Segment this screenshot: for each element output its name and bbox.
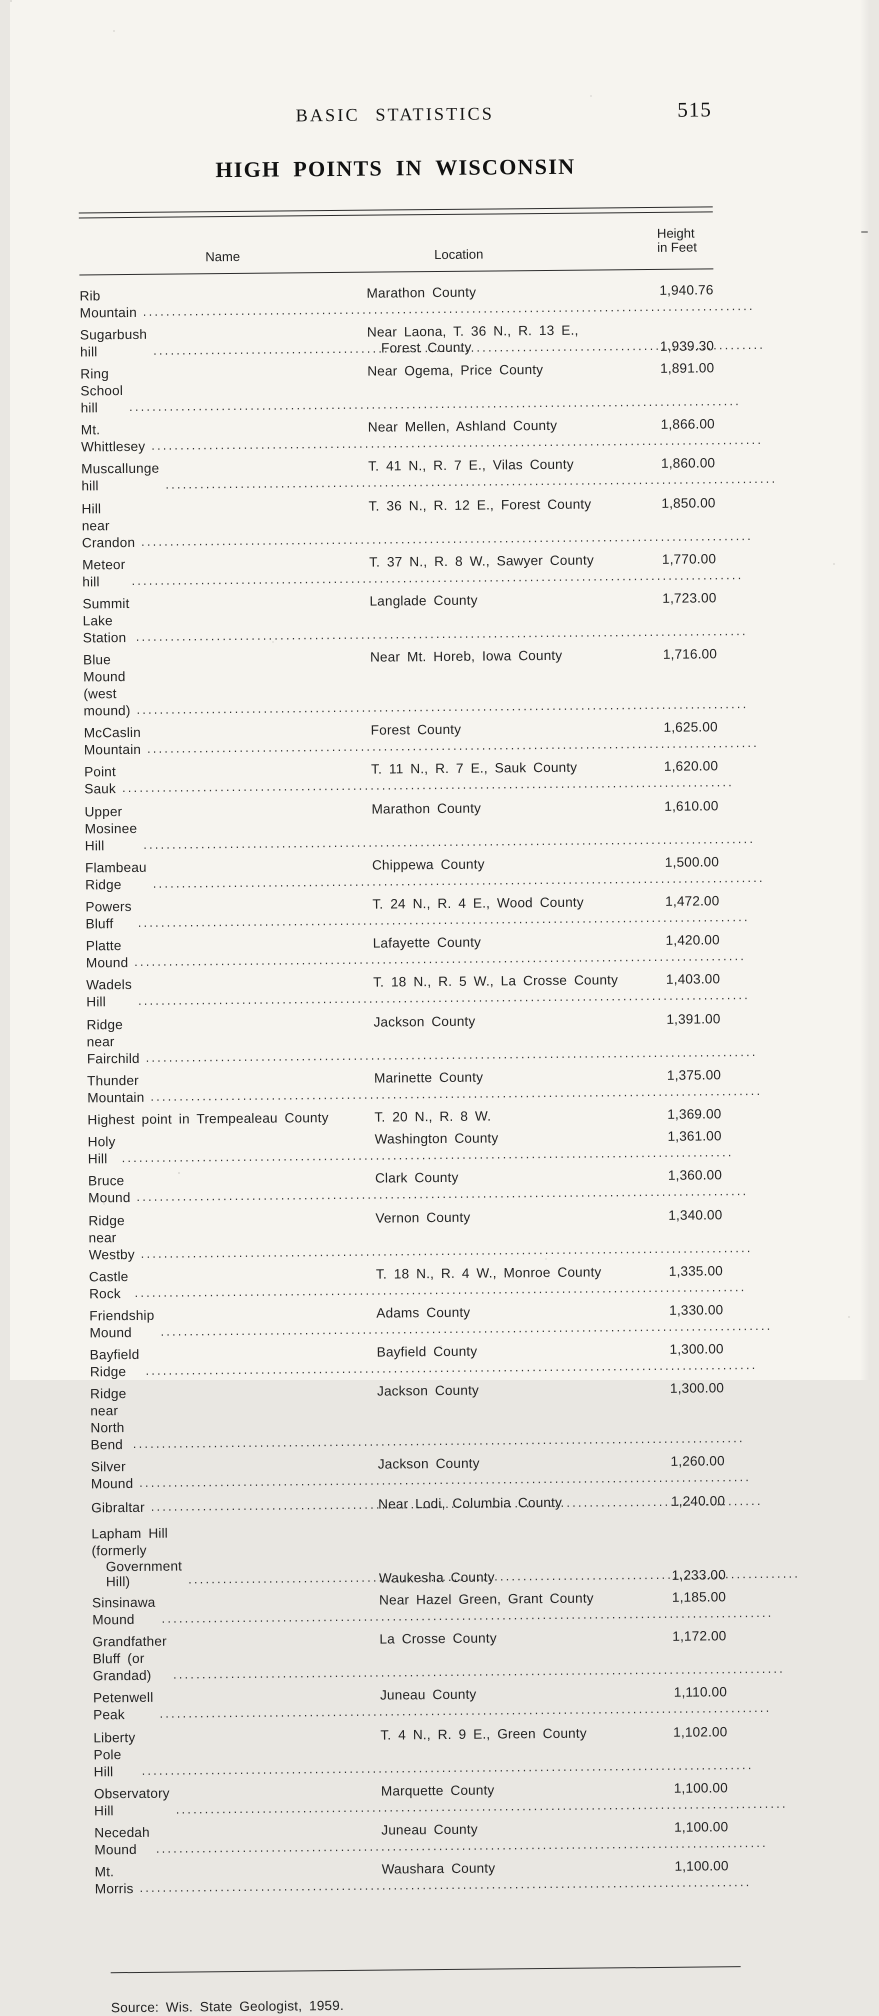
table-row — [80, 357, 715, 419]
cell-text-line: Sugarbush hill — [79, 326, 148, 360]
cell-text-line: Mt. Morris — [94, 1864, 134, 1897]
cell-text-line: Wadels Hill — [86, 977, 132, 1010]
height-cell: 1,391.00 — [666, 1010, 721, 1027]
cell-text-line: T. 24 N., R. 4 E., Wood County — [372, 894, 584, 912]
table-row — [88, 1125, 722, 1170]
high-point-name — [81, 421, 146, 456]
cell-text-line: Lapham Hill (formerly — [91, 1525, 169, 1559]
cell-text-line: Waukesha County — [378, 1569, 495, 1586]
table-row — [95, 1855, 729, 1900]
page-edge-shadow — [860, 0, 869, 1380]
location-cell — [371, 798, 646, 818]
high-point-name — [86, 1015, 139, 1067]
high-point-name — [91, 1524, 182, 1589]
cell-text-line: Bayfield Ridge — [89, 1347, 140, 1380]
location-cell — [375, 1128, 650, 1148]
high-point-name — [84, 764, 116, 798]
cell-text-line: T. 37 N., R. 8 W., Sawyer County — [369, 552, 594, 570]
height-cell: 1,500.00 — [664, 854, 720, 870]
location-cell — [374, 1106, 649, 1126]
name-cell — [82, 497, 369, 551]
height-cell: 1,360.00 — [667, 1167, 723, 1184]
cell-text-line: T. 4 N., R. 9 E., Green County — [380, 1725, 587, 1743]
dot-leader — [143, 830, 755, 854]
high-point-name — [84, 724, 141, 759]
high-point-name — [82, 556, 126, 590]
height-cell: 1,620.00 — [663, 758, 719, 775]
name-cell — [81, 419, 368, 456]
name-cell — [81, 458, 368, 495]
cell-text-line: Jackson County — [373, 1013, 476, 1030]
location-cell — [379, 1628, 654, 1648]
dot-leader — [173, 1660, 785, 1684]
table-row — [88, 1203, 723, 1265]
cell-text-line: Summit Lake Station — [82, 595, 130, 646]
margin-tick-mark — [861, 231, 868, 233]
cell-text-line: T. 18 N., R. 4 W., Monroe County — [375, 1264, 602, 1282]
high-point-name — [94, 1824, 150, 1859]
cell-text-line: Ridge near North Bend — [90, 1386, 127, 1453]
high-point-name — [90, 1385, 127, 1453]
cell-text-line: T. 36 N., R. 12 E., Forest County — [368, 496, 592, 514]
name-cell — [95, 1861, 382, 1898]
table-header-row — [79, 212, 714, 274]
high-point-name — [88, 1211, 134, 1262]
dot-leader — [141, 1239, 753, 1263]
location-cell — [374, 1067, 649, 1087]
high-point-name — [83, 651, 131, 719]
cell-text-line: Government Hill) — [105, 1558, 183, 1590]
table-row — [91, 1450, 725, 1495]
height-cell: 1,403.00 — [665, 971, 721, 988]
table-row — [81, 413, 715, 458]
name-cell — [89, 1265, 376, 1302]
column-header-height — [641, 226, 713, 255]
name-cell — [94, 1822, 381, 1859]
height-cell: 1,940.76 — [659, 281, 714, 298]
name-cell — [93, 1687, 380, 1724]
cell-text-line: Observatory Hill — [93, 1785, 170, 1819]
location-cell — [368, 416, 643, 436]
table-row — [91, 1489, 725, 1518]
name-cell — [91, 1495, 378, 1516]
location-cell — [369, 590, 644, 610]
location-cell — [379, 1567, 654, 1587]
table-row — [87, 1064, 721, 1109]
cell-text-line: Near Lodi, Columbia County — [378, 1494, 563, 1512]
height-cell: 1,891.00 — [660, 360, 715, 376]
name-cell — [90, 1383, 378, 1454]
scan-speckles — [10, 0, 12, 2]
name-cell — [85, 896, 372, 933]
table-row — [84, 794, 719, 856]
name-cell — [80, 323, 367, 360]
location-cell — [378, 1493, 653, 1513]
cell-text-line: T. 20 N., R. 8 W. — [374, 1108, 492, 1125]
cell-text-line: Marathon County — [366, 284, 477, 301]
cell-text-line: Highest point in Trempealeau County — [87, 1110, 329, 1128]
cell-text-line: Silver Mound — [90, 1459, 134, 1492]
table-row — [90, 1338, 724, 1383]
cell-text-line: Powers Bluff — [85, 899, 132, 932]
running-header: BASIC STATISTICS — [295, 103, 495, 126]
location-cell — [369, 551, 644, 571]
name-cell — [88, 1131, 375, 1168]
height-cell: 1,860.00 — [660, 455, 716, 472]
cell-text-line: Hill near Crandon — [81, 500, 136, 550]
height-cell: 1,300.00 — [669, 1341, 724, 1357]
name-cell — [89, 1305, 376, 1342]
name-cell — [92, 1631, 379, 1685]
height-cell: 1,610.00 — [664, 797, 719, 814]
dot-leader — [146, 1043, 758, 1067]
name-cell — [84, 722, 371, 759]
cell-text-line: Meteor hill — [82, 556, 126, 590]
height-cell: 1,100.00 — [674, 1819, 729, 1835]
high-point-name — [92, 1633, 167, 1685]
table-bottom-rule — [111, 1966, 741, 1973]
cell-text-line: Juneau County — [379, 1687, 477, 1704]
name-cell — [79, 284, 366, 321]
height-cell: 1,185.00 — [671, 1589, 727, 1605]
height-cell: 1,172.00 — [672, 1628, 727, 1645]
cell-text-line: Bruce Mound — [88, 1173, 131, 1206]
high-point-name — [92, 1594, 156, 1629]
dot-leader — [136, 695, 748, 719]
name-cell — [82, 553, 369, 590]
high-point-name — [93, 1729, 135, 1780]
page-tilt-wrapper — [4, 0, 879, 2016]
cell-text-line: Point Sauk — [84, 764, 117, 797]
cell-text-line: T. 18 N., R. 5 W., La Crosse County — [373, 972, 619, 991]
height-cell: 1,260.00 — [670, 1453, 725, 1470]
name-cell — [88, 1170, 375, 1207]
height-cell: 1,233.00 — [671, 1567, 726, 1583]
cell-text-line: Ridge near Fairchild — [86, 1016, 140, 1067]
cell-text-line: Blue Mound (west mound) — [83, 652, 131, 719]
dot-leader — [129, 392, 741, 416]
name-cell — [84, 761, 371, 798]
name-cell — [86, 935, 373, 972]
height-cell: 1,716.00 — [662, 646, 718, 662]
cell-text-line: McCaslin Mountain — [83, 725, 142, 758]
location-cell — [380, 1684, 655, 1704]
cell-text-line: Friendship Mound — [89, 1307, 155, 1341]
source-note: Source: Wis. State Geologist, 1959. — [110, 1997, 344, 2015]
name-cell — [80, 363, 367, 417]
cell-text-line: Vernon County — [375, 1209, 471, 1226]
name-cell — [83, 649, 371, 720]
location-cell — [377, 1341, 652, 1361]
cell-text-line: Bayfield County — [376, 1343, 478, 1360]
cell-text-line: Liberty Pole Hill — [93, 1729, 136, 1779]
height-cell: 1,723.00 — [662, 590, 717, 606]
location-cell — [368, 455, 643, 475]
cell-text-line: Necedah Mound — [94, 1824, 150, 1858]
high-point-name — [80, 326, 147, 361]
height-cell: 1,939.30 — [659, 338, 715, 354]
location-cell — [382, 1858, 657, 1878]
height-cell: 1,472.00 — [665, 893, 720, 909]
location-cell — [376, 1263, 651, 1283]
height-cell: 1,369.00 — [667, 1106, 722, 1122]
cell-text-line: Forest County — [370, 722, 462, 738]
cell-text-line: Jackson County — [377, 1456, 480, 1473]
cell-text-line: Gibraltar — [91, 1499, 145, 1516]
cell-text-line: Marathon County — [371, 800, 482, 817]
name-cell — [91, 1456, 378, 1493]
column-header-location: Location — [434, 246, 484, 263]
cell-text-line: Near Hazel Green, Grant County — [379, 1590, 594, 1608]
name-cell — [86, 974, 373, 1011]
cell-text-line: Muscallunge hill — [81, 461, 160, 494]
column-header-height-line2: in Feet — [657, 239, 697, 255]
height-cell: 1,240.00 — [670, 1492, 726, 1509]
cell-text-line: Holy Hill — [87, 1134, 116, 1167]
location-cell — [373, 932, 648, 952]
cell-text-line: Jackson County — [377, 1382, 480, 1399]
table-row — [79, 278, 713, 323]
high-point-name — [88, 1172, 131, 1206]
table-row — [94, 1776, 728, 1821]
high-point-name — [87, 1072, 144, 1107]
location-cell — [375, 1167, 650, 1187]
height-cell: 1,300.00 — [669, 1380, 725, 1397]
name-cell — [87, 1069, 374, 1106]
table-row — [89, 1259, 723, 1304]
table-body — [79, 278, 728, 1900]
location-cell — [369, 495, 644, 515]
high-point-name — [82, 595, 129, 646]
location-cell — [376, 1302, 651, 1322]
location-cell — [378, 1453, 653, 1473]
height-cell: 1,375.00 — [666, 1067, 722, 1083]
height-cell: 1,100.00 — [673, 1780, 729, 1796]
high-point-name — [90, 1346, 140, 1380]
table-row — [93, 1720, 728, 1782]
height-cell: 1,361.00 — [667, 1128, 722, 1144]
name-cell — [82, 593, 369, 647]
location-cell — [367, 360, 642, 380]
high-point-name — [89, 1268, 129, 1302]
table-row — [93, 1681, 727, 1726]
cell-text-line: Near Ogema, Price County — [367, 361, 544, 379]
cell-text-line: Near Mellen, Ashland County — [367, 418, 558, 435]
height-cell: 1,420.00 — [665, 932, 720, 949]
location-cell — [366, 282, 641, 302]
table-row — [90, 1377, 725, 1456]
name-cell — [93, 1726, 380, 1780]
cell-text-line: Grandfather Bluff (or Grandad) — [92, 1633, 167, 1684]
table-row — [88, 1164, 722, 1209]
location-cell — [377, 1380, 652, 1400]
name-cell — [88, 1209, 375, 1263]
page-content — [78, 97, 730, 2015]
page-number: 515 — [677, 97, 712, 122]
name-cell — [90, 1344, 377, 1381]
location-cell — [375, 1207, 650, 1227]
name-cell — [84, 800, 371, 854]
table-row — [81, 452, 715, 497]
location-cell — [373, 1011, 648, 1031]
location-cell — [380, 1724, 655, 1744]
cell-text-line: T. 41 N., R. 7 E., Vilas County — [368, 457, 574, 475]
height-cell: 1,340.00 — [668, 1206, 723, 1223]
table-row — [84, 716, 718, 761]
high-point-name — [91, 1499, 145, 1517]
table-row — [84, 755, 718, 800]
location-cell — [372, 854, 647, 874]
cell-text-line: Langlade County — [369, 592, 478, 609]
location-cell — [379, 1589, 654, 1609]
table-row — [92, 1586, 726, 1631]
cell-text-line: Thunder Mountain — [87, 1072, 145, 1106]
cell-text-line: Adams County — [376, 1304, 471, 1321]
name-cell — [86, 1013, 373, 1067]
cell-text-line: Flambeau Ridge — [85, 859, 147, 893]
cell-text-line: Chippewa County — [371, 856, 485, 873]
name-cell — [94, 1782, 381, 1819]
location-cell — [371, 719, 646, 739]
cell-text-line: Lafayette County — [372, 934, 482, 951]
cell-text-line: Forest County — [381, 339, 472, 356]
height-cell: 1,110.00 — [673, 1684, 728, 1701]
table-row — [82, 491, 717, 553]
height-cell: 1,102.00 — [673, 1723, 728, 1740]
high-point-name — [86, 976, 132, 1010]
cell-text-line: Petenwell Peak — [92, 1690, 154, 1723]
high-point-name — [82, 499, 136, 551]
cell-text-line: Sinsinawa Mound — [92, 1594, 156, 1628]
dot-leader — [136, 622, 748, 646]
high-point-name — [84, 803, 137, 855]
high-point-name — [95, 1863, 134, 1897]
location-cell — [372, 893, 647, 913]
height-cell: 1,625.00 — [663, 719, 718, 736]
height-cell: 1,100.00 — [674, 1858, 729, 1874]
cell-text-line: Marquette County — [380, 1782, 495, 1799]
dot-leader — [142, 1756, 754, 1780]
table-row — [94, 1816, 728, 1861]
location-cell — [370, 646, 645, 666]
table-row — [92, 1625, 727, 1687]
cell-text-line: T. 11 N., R. 7 E., Sauk County — [371, 760, 578, 778]
high-point-name — [93, 1689, 154, 1724]
cell-text-line: Washington County — [374, 1130, 499, 1147]
high-point-name — [89, 1307, 154, 1342]
table-row — [91, 1517, 726, 1592]
location-cell — [371, 758, 646, 778]
table-row — [82, 547, 716, 592]
table-row — [82, 587, 717, 649]
location-cell — [367, 321, 642, 356]
table-row — [89, 1299, 723, 1344]
table-row — [83, 643, 718, 722]
cell-text-line: Clark County — [374, 1170, 459, 1186]
name-cell — [91, 1522, 379, 1589]
height-cell: 1,330.00 — [669, 1302, 724, 1318]
column-header-height-line1: Height — [656, 225, 695, 241]
cell-text-line: La Crosse County — [379, 1630, 497, 1647]
table-row — [85, 890, 719, 935]
cell-text-line: Platte Mound — [85, 938, 129, 971]
cell-text-line: Ring School hill — [80, 366, 124, 416]
high-point-name — [81, 460, 159, 495]
high-point-name — [91, 1458, 134, 1492]
high-point-name — [88, 1133, 116, 1167]
table-row — [86, 929, 720, 974]
height-cell: 1,866.00 — [660, 416, 715, 433]
location-cell — [373, 971, 648, 991]
high-point-name — [86, 937, 129, 971]
height-cell: 1,770.00 — [661, 551, 717, 567]
high-point-name — [87, 1109, 328, 1128]
location-cell — [381, 1819, 656, 1839]
table-row — [85, 851, 719, 896]
cell-text-line: Rib Mountain — [79, 287, 137, 321]
name-cell — [87, 1109, 374, 1129]
location-cell — [381, 1780, 656, 1800]
page-title: HIGH POINTS IN WISCONSIN — [215, 153, 576, 183]
high-point-name — [85, 898, 132, 932]
scanned-book-page — [10, 0, 869, 2015]
table-row — [86, 1007, 721, 1069]
table-row — [86, 968, 720, 1013]
cell-text-line: Mt. Whittlesey — [80, 422, 146, 455]
column-header-name: Name — [205, 248, 241, 265]
name-cell — [92, 1592, 379, 1629]
high-point-name — [94, 1784, 170, 1819]
dot-leader — [133, 1429, 745, 1453]
running-header-row — [78, 97, 712, 129]
cell-text-line: Castle Rock — [88, 1268, 129, 1302]
name-cell — [85, 857, 372, 894]
cell-text-line: Juneau County — [381, 1821, 478, 1838]
high-point-name — [80, 365, 123, 416]
height-cell: 1,850.00 — [661, 494, 716, 511]
height-cell: 1,335.00 — [668, 1263, 724, 1279]
cell-text-line: Upper Mosinee Hill — [84, 803, 138, 854]
dot-leader — [141, 527, 753, 551]
cell-text-line: Ridge near Westby — [88, 1212, 135, 1262]
cell-text-line: Marinette County — [374, 1069, 484, 1086]
cell-text-line: Near Laona, T. 36 N., R. 13 E., — [366, 322, 579, 340]
cell-text-line: Near Mt. Horeb, Iowa County — [369, 647, 563, 665]
high-point-name — [79, 286, 136, 321]
table-row — [80, 318, 714, 363]
high-point-name — [85, 859, 147, 894]
cell-text-line: Waushara County — [381, 1860, 496, 1877]
